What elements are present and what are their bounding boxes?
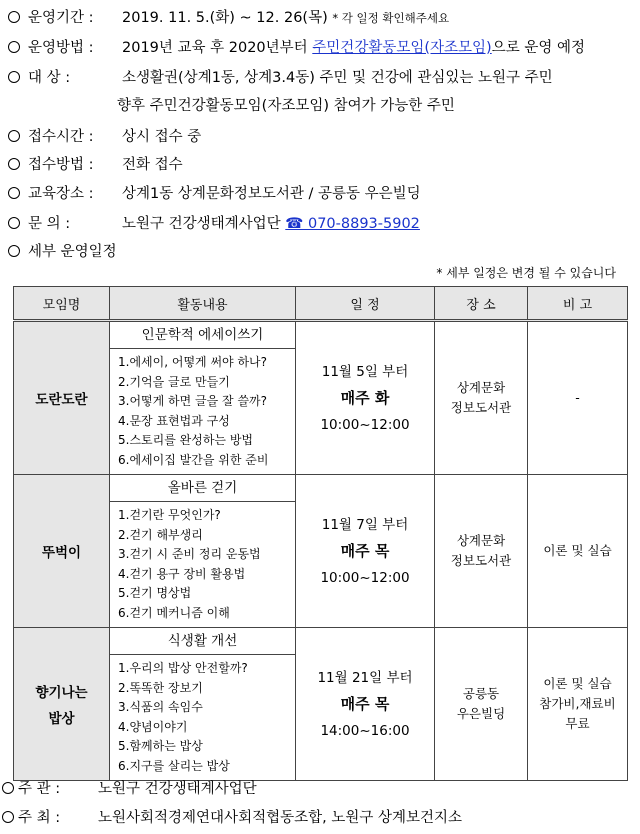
place-line: 정보도서관: [450, 553, 512, 568]
list-item: 1.걷기란 무엇인가?: [118, 508, 221, 522]
list-item: 3.식품의 속임수: [118, 700, 203, 714]
list-item: 6.걷기 메커니즘 이해: [118, 605, 230, 620]
list-item: 6.지구를 살리는 밥상: [118, 758, 230, 773]
activity-list: [110, 502, 295, 627]
activity-list: [110, 655, 295, 780]
circle-bullet-icon: [8, 41, 20, 53]
info-value: 전화 접수: [122, 157, 183, 173]
activity-cell: [110, 475, 296, 628]
info-value: 상시 접수 중: [122, 129, 202, 145]
list-item: 5.함께하는 밥상: [118, 739, 203, 753]
start-date: 11월 5일 부터: [321, 363, 409, 380]
weekday: 매주 목: [340, 541, 390, 560]
remark-line: 참가비,재료비: [539, 696, 616, 711]
header-activity: 활동내용: [110, 287, 296, 321]
list-item: 2.똑똑한 장보기: [118, 680, 203, 695]
schedule-cell: [296, 628, 435, 781]
circle-bullet-icon: [8, 158, 20, 170]
header-place: 장 소: [435, 287, 528, 321]
remark-line: 이론 및 실습: [543, 676, 612, 691]
list-item: 1.우리의 밥상 안전할까?: [118, 661, 248, 675]
activity-cell: [110, 628, 296, 781]
weekday: 매주 목: [340, 694, 390, 713]
footer-label: 주 최 :: [18, 810, 61, 826]
info-label: 운영기간 :: [28, 10, 94, 26]
time-range: 10:00~12:00: [320, 416, 410, 433]
info-period: [0, 6, 449, 27]
circle-bullet-icon: [2, 811, 14, 823]
circle-bullet-icon: [8, 245, 20, 257]
place-cell: [435, 475, 528, 628]
info-value: 2019년 교육 후 2020년부터: [122, 40, 313, 56]
circle-bullet-icon: [8, 11, 20, 23]
remark-line: 무료: [565, 716, 590, 731]
time-range: 14:00~16:00: [320, 722, 410, 739]
table-row: [14, 321, 628, 475]
info-value: 상계1동 상계문화정보도서관 / 공릉동 우은빌딩: [122, 186, 421, 202]
list-item: 2.기억을 글로 만들기: [118, 374, 230, 389]
remark-cell: [528, 321, 628, 475]
table-header-row: [14, 287, 628, 321]
start-date: 11월 7일 부터: [321, 516, 409, 533]
circle-bullet-icon: [8, 130, 20, 142]
list-item: 5.스토리를 완성하는 방법: [118, 433, 253, 447]
weekly-time: [296, 538, 434, 591]
info-value-suffix: 으로 운영 예정: [491, 40, 585, 56]
schedule-cell: [296, 475, 435, 628]
self-help-group-link[interactable]: 주민건강활동모임(자조모임): [312, 40, 492, 56]
activity-title: 식생활 개선: [110, 628, 295, 655]
weekday: 매주 화: [340, 388, 390, 407]
info-schedule-heading: [0, 240, 117, 261]
place-line: 우은빌딩: [456, 706, 506, 721]
footer-value: 노원사회적경제연대사회적협동조합, 노원구 상계보건지소: [98, 810, 463, 826]
place-line: 공릉동: [462, 686, 500, 701]
weekly-time: [296, 385, 434, 438]
info-contact: [0, 212, 420, 233]
remark-cell: [528, 475, 628, 628]
group-name: [14, 321, 110, 475]
place-cell: [435, 321, 528, 475]
circle-bullet-icon: [8, 187, 20, 199]
list-item: 3.어떻게 하면 글을 잘 쓸까?: [118, 394, 267, 408]
group-name: [14, 475, 110, 628]
group-name-text: 뚜벅이: [41, 545, 82, 561]
remark-line: 이론 및 실습: [543, 543, 612, 558]
header-schedule: 일 정: [296, 287, 435, 321]
list-item: 6.에세이집 발간을 위한 준비: [118, 452, 269, 467]
info-location: [0, 182, 421, 203]
list-item: 5.걷기 명상법: [118, 586, 192, 600]
schedule-table: [13, 286, 628, 781]
header-group: 모임명: [14, 287, 110, 321]
info-label: 대 상 :: [28, 70, 71, 86]
table-row: [14, 475, 628, 628]
place-cell: [435, 628, 528, 781]
circle-bullet-icon: [2, 782, 14, 794]
place-line: 상계문화: [456, 380, 506, 395]
circle-bullet-icon: [8, 217, 20, 229]
footer-host: [0, 806, 462, 827]
footer-organizer: [0, 777, 257, 798]
footer-value: 노원구 건강생태계사업단: [98, 781, 257, 797]
time-range: 10:00~12:00: [320, 569, 410, 586]
info-target-line2: 향후 주민건강활동모임(자조모임) 참여가 가능한 주민: [117, 98, 455, 114]
activity-title: 인문학적 에세이쓰기: [110, 322, 295, 349]
place-line: 상계문화: [456, 533, 506, 548]
schedule-note: * 세부 일정은 변경 될 수 있습니다: [436, 266, 616, 280]
activity-title: 올바른 걷기: [110, 475, 295, 502]
activity-cell: [110, 321, 296, 475]
header-remark: 비 고: [528, 287, 628, 321]
schedule-cell: [296, 321, 435, 475]
list-item: 1.에세이, 어떻게 써야 하나?: [118, 355, 267, 369]
table-row: [14, 628, 628, 781]
info-label: 접수방법 :: [28, 157, 94, 173]
info-value: 소생활권(상계1동, 상계3.4동) 주민 및 건강에 관심있는 노원구 주민: [122, 70, 553, 86]
remark-line: -: [575, 390, 580, 405]
info-target: [0, 66, 553, 87]
info-label: 교육장소 :: [28, 186, 94, 202]
list-item: 3.걷기 시 준비 정리 운동법: [118, 547, 261, 561]
footer-label: 주 관 :: [18, 781, 61, 797]
info-reception-time: [0, 125, 201, 146]
info-label: 접수시간 :: [28, 129, 94, 145]
group-name: [14, 628, 110, 781]
group-name-text: 향기나는: [35, 685, 88, 701]
weekly-time: [296, 691, 434, 744]
circle-bullet-icon: [8, 71, 20, 83]
list-item: 4.걷기 용구 장비 활용법: [118, 566, 246, 581]
start-date: 11월 21일 부터: [317, 669, 413, 686]
info-reception-method: [0, 153, 183, 174]
list-item: 2.걷기 해부생리: [118, 527, 203, 542]
place-line: 정보도서관: [450, 400, 512, 415]
info-note: * 각 일정 확인해주세요: [332, 11, 450, 25]
info-value: 노원구 건강생태계사업단: [122, 216, 286, 232]
phone-link[interactable]: ☎ 070-8893-5902: [285, 216, 420, 232]
info-label: 세부 운영일정: [28, 244, 117, 260]
group-name-text: 도란도란: [35, 392, 88, 408]
list-item: 4.양념이야기: [118, 719, 188, 734]
info-label: 운영방법 :: [28, 40, 94, 56]
info-label: 문 의 :: [28, 216, 71, 232]
info-value: 2019. 11. 5.(화) ~ 12. 26(목): [122, 10, 328, 26]
activity-list: [110, 349, 295, 474]
remark-cell: [528, 628, 628, 781]
group-name-text: 밥상: [48, 711, 75, 727]
info-method: [0, 36, 585, 57]
list-item: 4.문장 표현법과 구성: [118, 413, 230, 428]
